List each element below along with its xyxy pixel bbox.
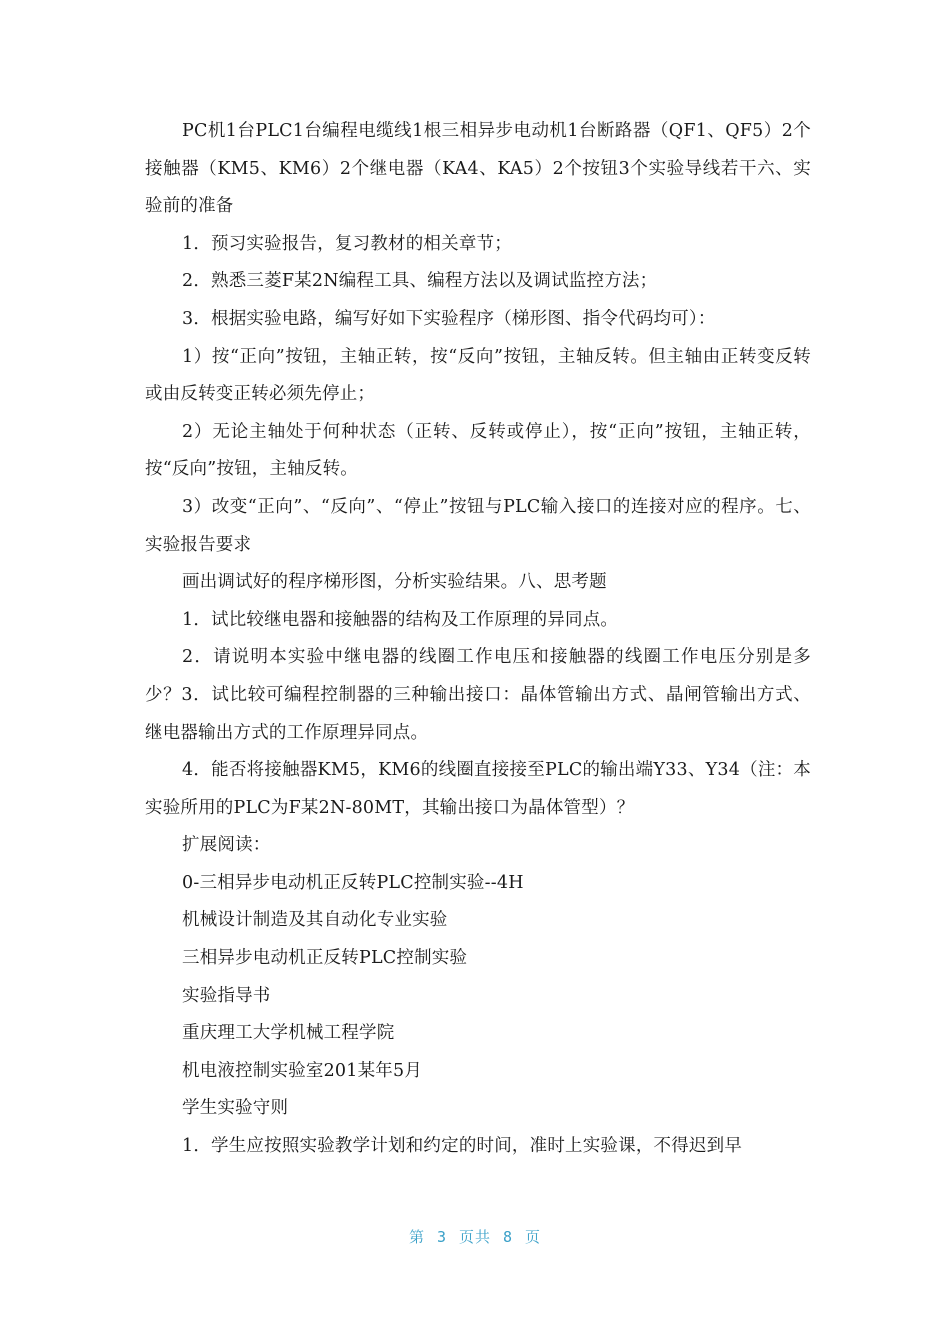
footer-prefix: 第 [408,1228,425,1246]
paragraph-guide-book: 实验指导书 [182,985,271,1006]
paragraph-prep-2: 2．熟悉三菱F某2N编程工具、编程方法以及调试监控方法； [182,271,658,292]
footer-middle: 页共 [458,1228,491,1246]
document-body [145,113,811,1166]
paragraph-major: 机械设计制造及其自动化专业实验 [182,910,448,931]
paragraph-program-2: 2）无论主轴处于何种状态（正转、反转或停止），按“正向”按钮，主轴正转，按“反向”按钮，主轴反转。 [145,421,811,480]
paragraph-report: 画出调试好的程序梯形图，分析实验结果。八、思考题 [182,572,607,593]
paragraph-course-code: 0-三相异步电动机正反转PLC控制实验--4H [182,872,524,893]
paragraph-question-2: 2．请说明本实验中继电器的线圈工作电压和接触器的线圈工作电压分别是多少？3．试比较可编程控制器的三种输出接口：晶体管输出方式、晶闸管输出方式、继电器输出方式的工作原理异同点。 [145,647,811,743]
paragraph-question-4: 4．能否将接触器KM5，KM6的线圈直接接至PLC的输出端Y33、Y34（注：本实验所用的PLC为F某2N-80MT，其输出接口为晶体管型）？ [145,760,811,818]
paragraph-prep-3: 3．根据实验电路，编写好如下实验程序（梯形图、指令代码均可）： [182,308,716,329]
paragraph-equipment: PC机1台PLC1台编程电缆线1根三相异步电动机1台断路器（QF1、QF5）2个接触器（KM5、KM6）2个继电器（KA4、KA5）2个按钮3个实验导线若干六、实验前的准备 [145,121,811,217]
page-footer [0,1226,950,1247]
paragraph-lab-date: 机电液控制实验室201某年5月 [182,1060,423,1081]
footer-total-pages: 8 [503,1228,514,1246]
paragraph-prep-1: 1．预习实验报告，复习教材的相关章节； [182,233,512,254]
footer-suffix: 页 [525,1228,542,1246]
paragraph-rules-heading: 学生实验守则 [182,1098,289,1119]
paragraph-question-1: 1．试比较继电器和接触器的结构及工作原理的异同点。 [182,609,619,630]
footer-current-page: 3 [436,1228,447,1246]
paragraph-school: 重庆理工大学机械工程学院 [182,1023,395,1044]
paragraph-extended-reading: 扩展阅读： [182,835,271,856]
paragraph-rule-1: 1．学生应按照实验教学计划和约定的时间，准时上实验课，不得迟到早 [182,1136,743,1157]
paragraph-program-3: 3）改变“正向”、“反向”、“停止”按钮与PLC输入接口的连接对应的程序。七、实验报告要求 [145,496,811,555]
paragraph-experiment-title: 三相异步电动机正反转PLC控制实验 [182,948,468,969]
paragraph-program-1: 1）按“正向”按钮，主轴正转，按“反向”按钮，主轴反转。但主轴由正转变反转或由反转变正转必须先停止； [145,346,811,405]
